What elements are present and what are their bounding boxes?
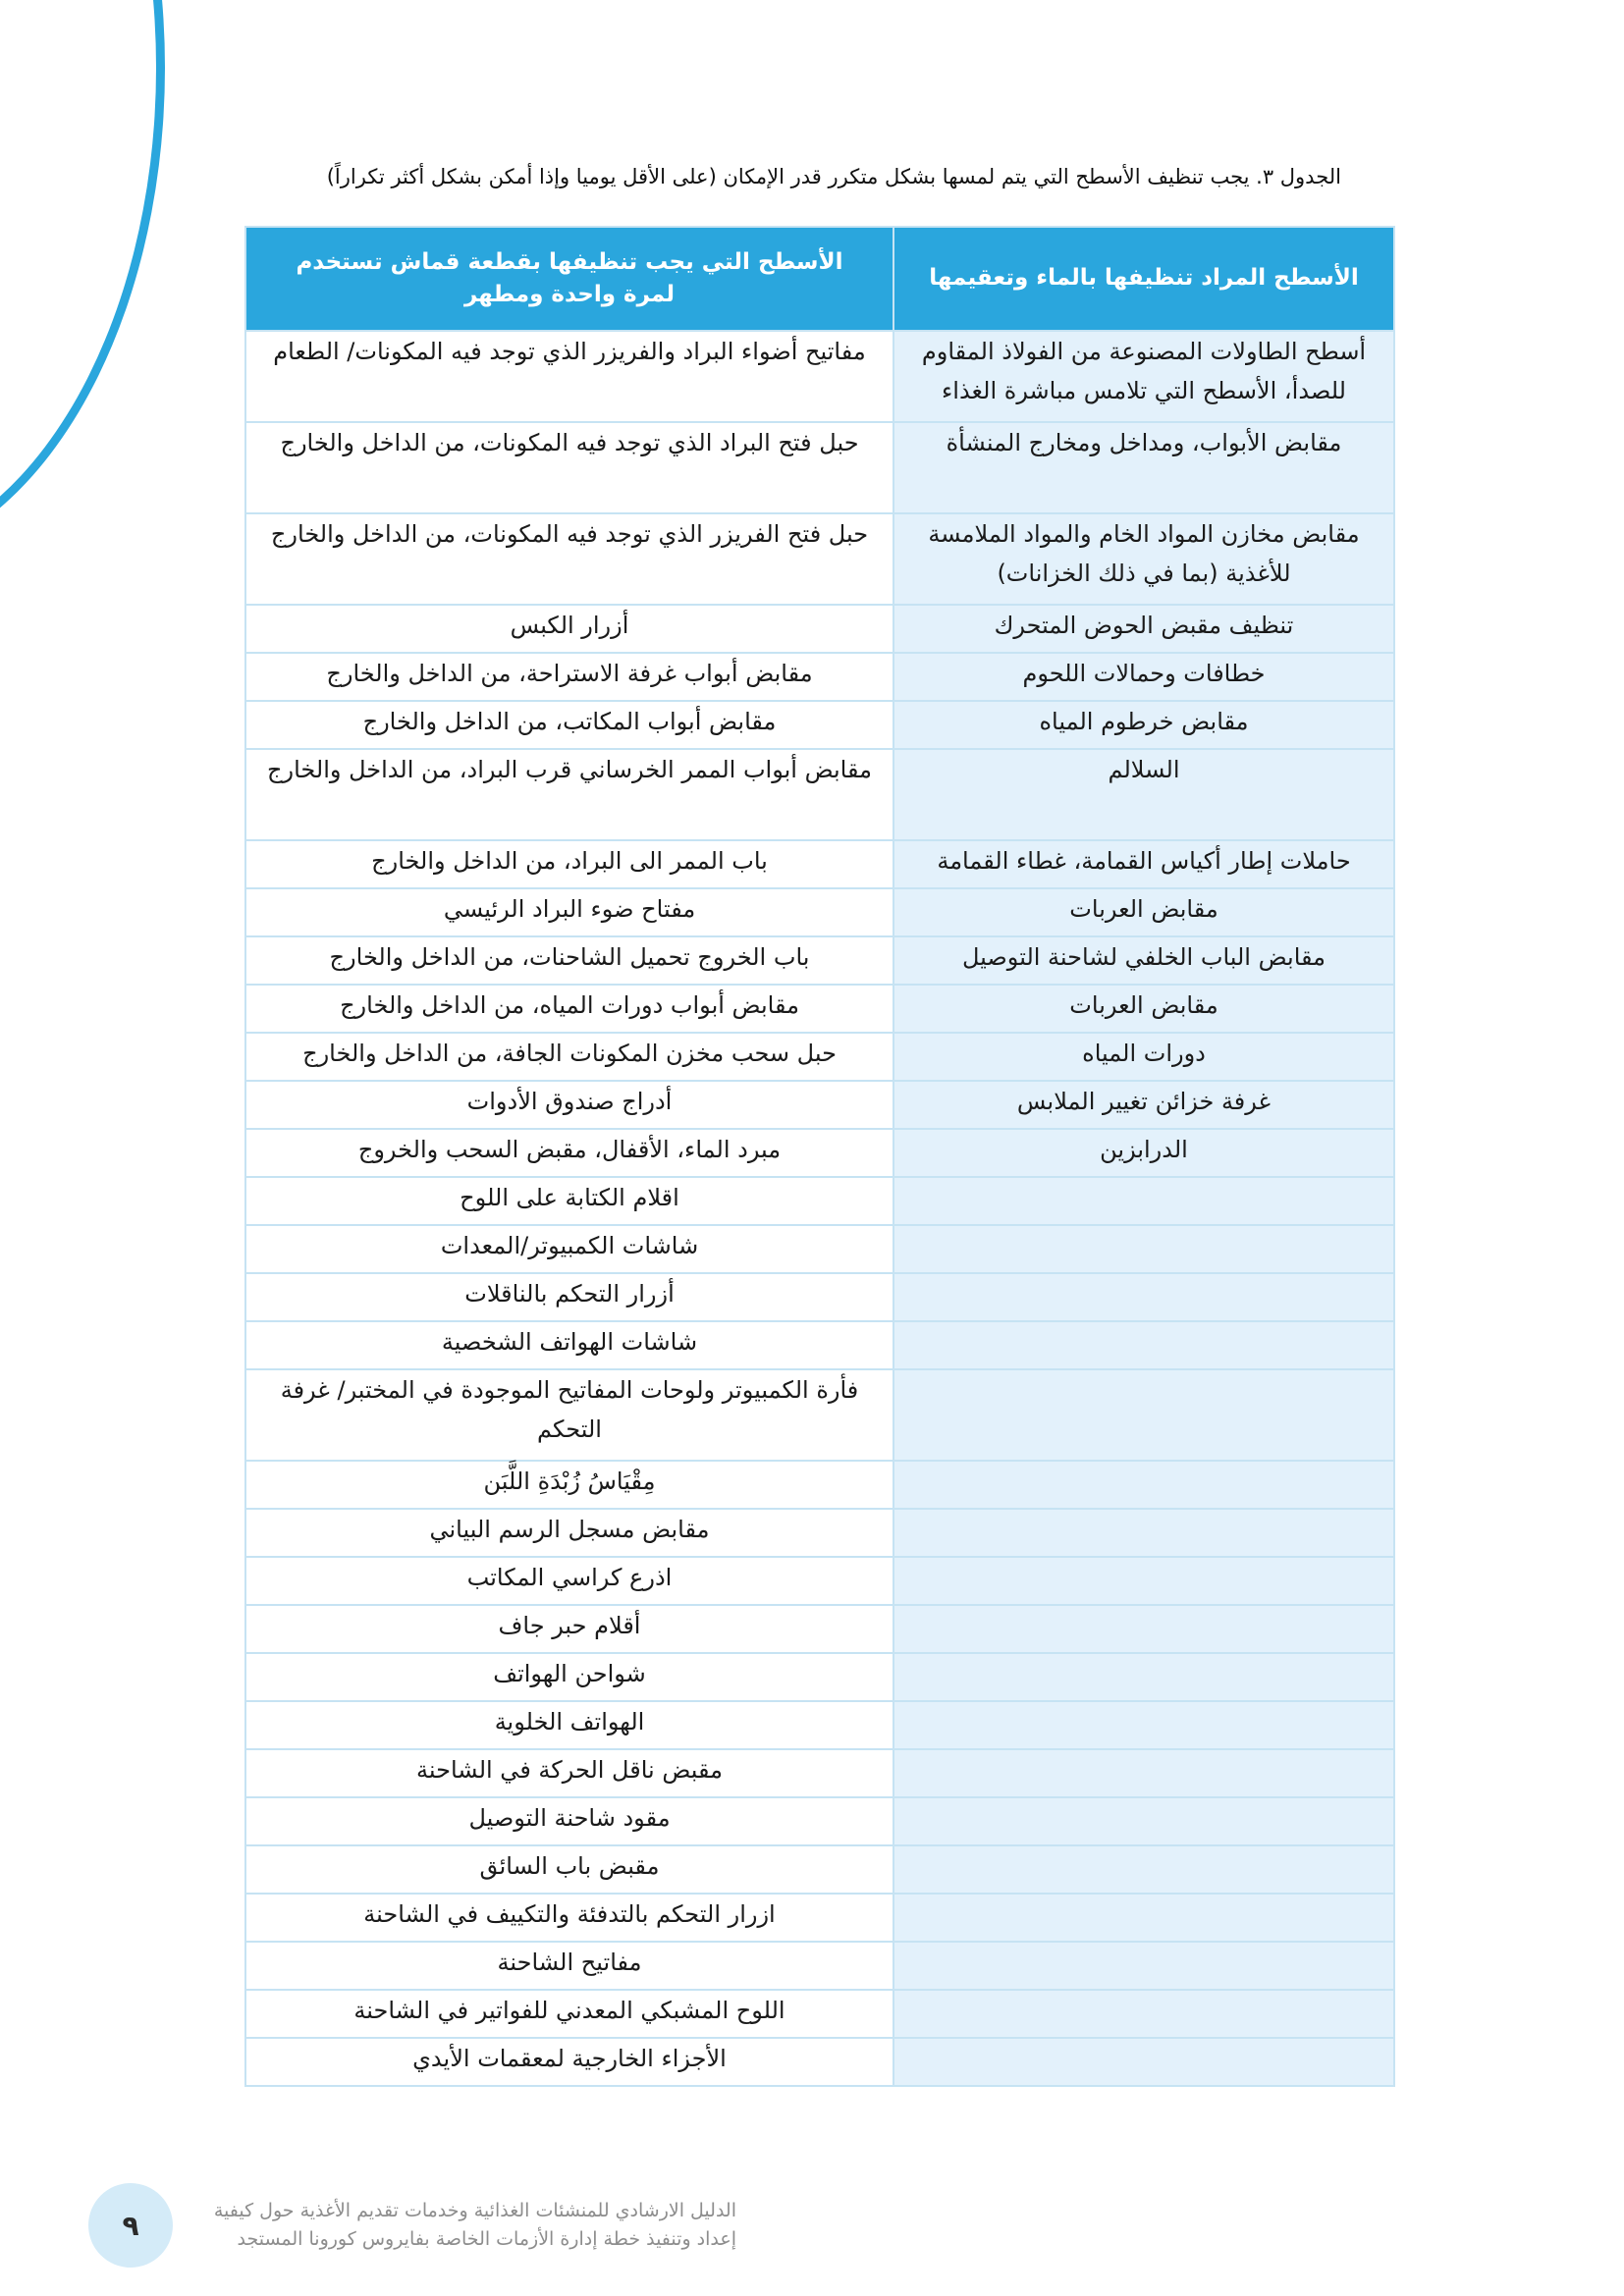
- table-row: [245, 605, 1394, 653]
- surfaces-table: [244, 226, 1395, 2087]
- cell-disposable-cloth: مِقْيَاسُ زُبْدَةِ اللَّبَن: [245, 1461, 893, 1509]
- table-row: [245, 2038, 1394, 2086]
- table-row: [245, 888, 1394, 936]
- cell-disposable-cloth: أزرار الكبس: [245, 605, 893, 653]
- table-row: [245, 749, 1394, 840]
- table-row: [245, 1557, 1394, 1605]
- cell-disposable-cloth: حبل سحب مخزن المكونات الجافة، من الداخل والخارج: [245, 1033, 893, 1081]
- cell-water-sanitize: [893, 1894, 1394, 1942]
- table-row: [245, 422, 1394, 513]
- cell-water-sanitize: الدرابزين: [893, 1129, 1394, 1177]
- footer-line-1: الدليل الارشادي للمنشئات الغذائية وخدمات تقديم الأغذية حول كيفية: [213, 2200, 736, 2221]
- table-row: [245, 1701, 1394, 1749]
- table-row: [245, 840, 1394, 888]
- table-row: [245, 1177, 1394, 1225]
- cell-water-sanitize: [893, 1321, 1394, 1369]
- table-row: [245, 1033, 1394, 1081]
- cell-disposable-cloth: اقلام الكتابة على اللوح: [245, 1177, 893, 1225]
- decorative-arc: [0, 0, 165, 567]
- cell-disposable-cloth: فأرة الكمبيوتر ولوحات المفاتيح الموجودة في المختبر/ غرفة التحكم: [245, 1369, 893, 1461]
- cell-water-sanitize: مقابض العربات: [893, 888, 1394, 936]
- table-row: [245, 985, 1394, 1033]
- cell-water-sanitize: حاملات إطار أكياس القمامة، غطاء القمامة: [893, 840, 1394, 888]
- table-header-row: [245, 227, 1394, 331]
- cell-disposable-cloth: مقبض ناقل الحركة في الشاحنة: [245, 1749, 893, 1797]
- cell-disposable-cloth: مقابض أبواب المكاتب، من الداخل والخارج: [245, 701, 893, 749]
- cell-water-sanitize: خطافات وحمالات اللحوم: [893, 653, 1394, 701]
- table-row: [245, 1273, 1394, 1321]
- cell-disposable-cloth: مفاتيح أضواء البراد والفريزر الذي توجد فيه المكونات/ الطعام: [245, 331, 893, 422]
- cell-disposable-cloth: الهواتف الخلوية: [245, 1701, 893, 1749]
- table-row: [245, 1605, 1394, 1653]
- cell-water-sanitize: مقابض خرطوم المياه: [893, 701, 1394, 749]
- table-row: [245, 1129, 1394, 1177]
- footer-line-2: إعداد وتنفيذ خطة إدارة الأزمات الخاصة بفايروس كورونا المستجد: [237, 2228, 736, 2250]
- cell-water-sanitize: تنظيف مقبض الحوض المتحرك: [893, 605, 1394, 653]
- cell-disposable-cloth: حبل فتح الفريزر الذي توجد فيه المكونات، من الداخل والخارج: [245, 513, 893, 605]
- cell-disposable-cloth: اذرع كراسي المكاتب: [245, 1557, 893, 1605]
- cell-water-sanitize: [893, 1749, 1394, 1797]
- cell-water-sanitize: مقابض العربات: [893, 985, 1394, 1033]
- cell-disposable-cloth: باب الممر الى البراد، من الداخل والخارج: [245, 840, 893, 888]
- cell-disposable-cloth: مقبض باب السائق: [245, 1845, 893, 1894]
- table-row: [245, 1942, 1394, 1990]
- header-water-sanitize: الأسطح المراد تنظيفها بالماء وتعقيمها: [893, 227, 1394, 331]
- cell-disposable-cloth: حبل فتح البراد الذي توجد فيه المكونات، من الداخل والخارج: [245, 422, 893, 513]
- cell-water-sanitize: [893, 1273, 1394, 1321]
- cell-water-sanitize: دورات المياه: [893, 1033, 1394, 1081]
- table-row: [245, 331, 1394, 422]
- cell-disposable-cloth: اللوح المشبكي المعدني للفواتير في الشاحنة: [245, 1990, 893, 2038]
- table-caption: الجدول ٣. يجب تنظيف الأسطح التي يتم لمسها بشكل متكرر قدر الإمكان (على الأقل يوميا وإذا أمكن بشكل أكثر تكراراً): [326, 165, 1341, 188]
- table-row: [245, 513, 1394, 605]
- cell-disposable-cloth: مقابض مسجل الرسم البياني: [245, 1509, 893, 1557]
- table-row: [245, 701, 1394, 749]
- cell-water-sanitize: [893, 1701, 1394, 1749]
- footer-guide-title: [206, 2197, 736, 2254]
- table-row: [245, 653, 1394, 701]
- cell-water-sanitize: أسطح الطاولات المصنوعة من الفولاذ المقاوم للصدأ، الأسطح التي تلامس مباشرة الغذاء: [893, 331, 1394, 422]
- table-row: [245, 1369, 1394, 1461]
- table-row: [245, 1225, 1394, 1273]
- cell-disposable-cloth: باب الخروج تحميل الشاحنات، من الداخل والخارج: [245, 936, 893, 985]
- cell-water-sanitize: [893, 1509, 1394, 1557]
- cell-disposable-cloth: ازرار التحكم بالتدفئة والتكييف في الشاحنة: [245, 1894, 893, 1942]
- cell-water-sanitize: [893, 1225, 1394, 1273]
- cell-disposable-cloth: شاشات الهواتف الشخصية: [245, 1321, 893, 1369]
- cell-disposable-cloth: شواحن الهواتف: [245, 1653, 893, 1701]
- cell-water-sanitize: [893, 1942, 1394, 1990]
- cell-water-sanitize: [893, 1605, 1394, 1653]
- cell-water-sanitize: [893, 1797, 1394, 1845]
- cell-water-sanitize: مقابض الأبواب، ومداخل ومخارج المنشأة: [893, 422, 1394, 513]
- cell-disposable-cloth: مقابض أبواب غرفة الاستراحة، من الداخل والخارج: [245, 653, 893, 701]
- cell-water-sanitize: [893, 1557, 1394, 1605]
- table-row: [245, 1749, 1394, 1797]
- table-row: [245, 1990, 1394, 2038]
- cell-water-sanitize: [893, 2038, 1394, 2086]
- cell-disposable-cloth: مقابض أبواب دورات المياه، من الداخل والخارج: [245, 985, 893, 1033]
- page-number: ٩: [88, 2183, 173, 2268]
- cell-disposable-cloth: مبرد الماء، الأقفال، مقبض السحب والخروج: [245, 1129, 893, 1177]
- table-row: [245, 1653, 1394, 1701]
- cell-water-sanitize: [893, 1369, 1394, 1461]
- cell-water-sanitize: [893, 1177, 1394, 1225]
- cell-water-sanitize: غرفة خزائن تغيير الملابس: [893, 1081, 1394, 1129]
- cell-water-sanitize: مقابض مخازن المواد الخام والمواد الملامسة للأغذية (بما في ذلك الخزانات): [893, 513, 1394, 605]
- table-row: [245, 936, 1394, 985]
- table-row: [245, 1081, 1394, 1129]
- cell-water-sanitize: السلالم: [893, 749, 1394, 840]
- cell-disposable-cloth: شاشات الكمبيوتر/المعدات: [245, 1225, 893, 1273]
- cell-disposable-cloth: مقابض أبواب الممر الخرساني قرب البراد، من الداخل والخارج: [245, 749, 893, 840]
- table-row: [245, 1845, 1394, 1894]
- cell-water-sanitize: مقابض الباب الخلفي لشاحنة التوصيل: [893, 936, 1394, 985]
- cell-disposable-cloth: مقود شاحنة التوصيل: [245, 1797, 893, 1845]
- cell-disposable-cloth: الأجزاء الخارجية لمعقمات الأيدي: [245, 2038, 893, 2086]
- cell-disposable-cloth: أقلام حبر جاف: [245, 1605, 893, 1653]
- cell-water-sanitize: [893, 1990, 1394, 2038]
- cell-disposable-cloth: مفتاح ضوء البراد الرئيسي: [245, 888, 893, 936]
- table-row: [245, 1321, 1394, 1369]
- table-row: [245, 1509, 1394, 1557]
- cell-disposable-cloth: مفاتيح الشاحنة: [245, 1942, 893, 1990]
- table-row: [245, 1797, 1394, 1845]
- cell-water-sanitize: [893, 1845, 1394, 1894]
- table-row: [245, 1461, 1394, 1509]
- cell-disposable-cloth: أدراج صندوق الأدوات: [245, 1081, 893, 1129]
- table-row: [245, 1894, 1394, 1942]
- cell-water-sanitize: [893, 1461, 1394, 1509]
- header-disposable-cloth: الأسطح التي يجب تنظيفها بقطعة قماش تستخدم لمرة واحدة ومطهر: [245, 227, 893, 331]
- cell-water-sanitize: [893, 1653, 1394, 1701]
- cell-disposable-cloth: أزرار التحكم بالناقلات: [245, 1273, 893, 1321]
